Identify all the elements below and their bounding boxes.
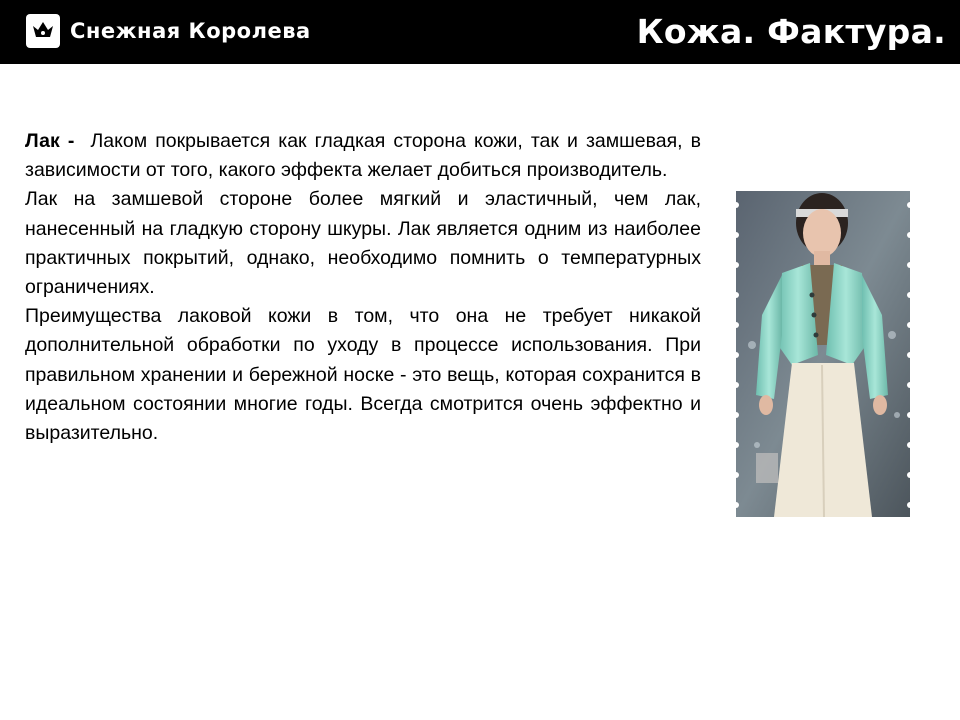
crown-logo-icon [26,14,60,48]
slide-title: Кожа. Фактура. [636,12,946,51]
brand-name: Снежная Королева [70,19,311,43]
brand-logo[interactable] [26,14,311,48]
body-text [25,127,701,448]
fashion-photo [722,185,922,525]
paragraph-1-text: Лаком покрывается как гладкая сторона кожи, так и замшевая, в зависимости от того, какого эффекта желает добиться производитель. [25,130,702,182]
paragraph-3: Преимущества лаковой кожи в том, что она не требует никакой дополнительной обработки по уходу в процессе использования. При правильном хранении и бережной носке - это вещь, которая сохранится в идеальном состоянии многие годы. Всегда смотрится очень эффектно и выразительно. [25,305,701,445]
paragraph-2: Лак на замшевой стороне более мягкий и эластичный, чем лак, нанесенный на гладкую сторону шкуры. Лак является одним из наиболее практичных покрытий, однако, необходимо помнить о температурных ограничениях. [25,188,701,299]
paragraph-intro [25,127,701,185]
term-label: Лак - [25,130,75,152]
header-bar [0,0,960,64]
